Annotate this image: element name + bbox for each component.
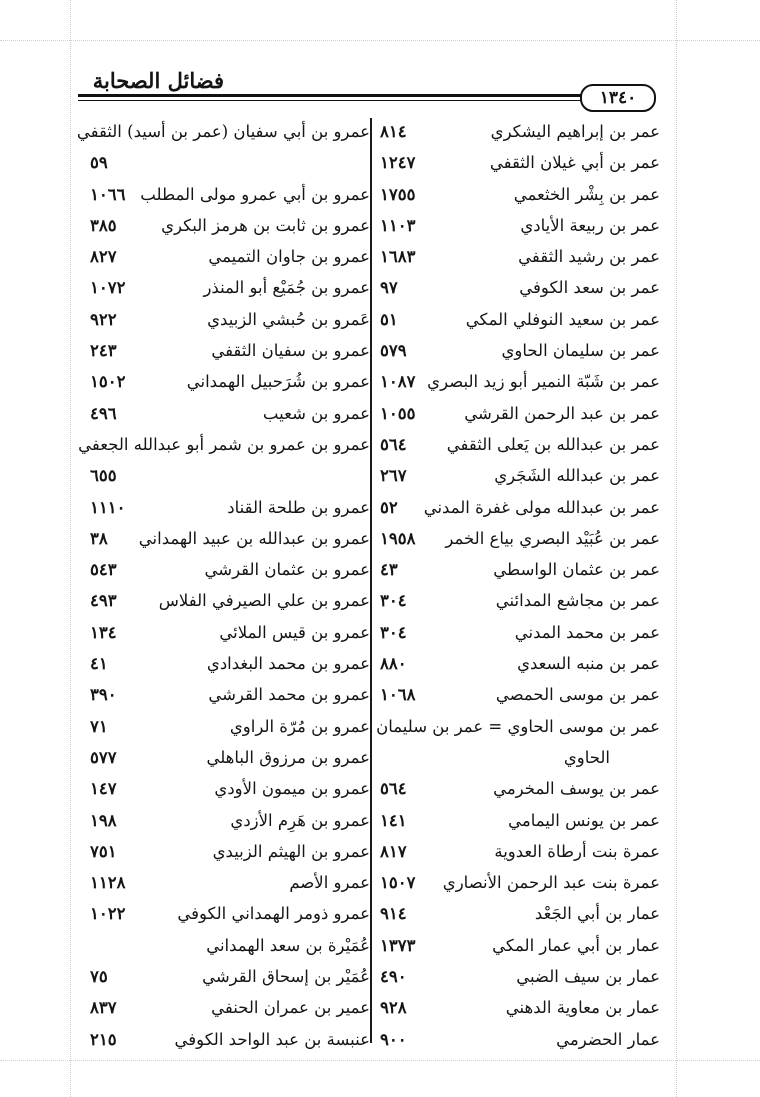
entry-name: عمرو بن عمرو بن شمر أبو عبدالله الجعفي (78, 434, 370, 454)
index-entry (90, 525, 370, 556)
entry-name: عمرو بن قيس الملائي (219, 622, 370, 642)
index-entry (90, 400, 370, 431)
entry-name: عمر بن يونس اليمامي (508, 810, 660, 830)
entry-page-number: ٥٧٩ (380, 341, 407, 361)
entry-page-number: ٤٩٦ (90, 403, 117, 423)
margin-guide-left (70, 0, 71, 1097)
header-rule-thin (78, 100, 584, 101)
index-entry (90, 149, 370, 180)
index-entry (380, 869, 660, 900)
page-number: ١٣٤٠ (580, 84, 656, 112)
index-entry (380, 681, 660, 712)
entry-name: عمر بن محمد المدني (514, 622, 660, 642)
entry-page-number: ١٩٥٨ (380, 528, 416, 548)
entry-page-number: ٩٠٠ (380, 1029, 407, 1049)
index-entry (90, 932, 370, 963)
entry-name: عمر بن سعد الكوفي (519, 278, 660, 298)
entry-name: عمرو بن سفيان الثقفي (211, 341, 370, 361)
index-entry (376, 713, 660, 744)
entry-page-number: ١٠٨٧ (380, 372, 416, 392)
entry-name: عنبسة بن عبد الواحد الكوفي (174, 1029, 370, 1049)
index-entry (78, 431, 370, 462)
entry-name: عمرو بن مُرّة الراوي (229, 716, 370, 736)
entry-name: عمرو بن عثمان القرشي (204, 560, 370, 580)
index-entry (90, 1026, 370, 1057)
entry-page-number: ١٠٦٦ (90, 184, 126, 204)
entry-page-number: ١٦٨٣ (380, 247, 416, 267)
entry-name: عمر بن مجاشع المدائني (495, 591, 660, 611)
margin-guide-bottom (0, 1060, 760, 1061)
entry-name: عمرو بن محمد البغدادي (206, 654, 370, 674)
index-entry (90, 306, 370, 337)
entry-name: عمرو الأصم (289, 873, 370, 893)
entry-page-number: ١٧٥٥ (380, 184, 416, 204)
index-entry (90, 650, 370, 681)
entry-page-number: ٩٢٨ (380, 998, 407, 1018)
index-entry (380, 118, 660, 149)
left-column (76, 118, 370, 1057)
index-entry (380, 494, 660, 525)
entry-name: عمرو بن طلحة القناد (227, 497, 370, 517)
entry-page-number: ١٢٤٧ (380, 153, 416, 173)
index-entry (380, 400, 660, 431)
index-entry (380, 337, 660, 368)
entry-name: عمر بن عبدالله بن يَعلى الثقفي (446, 434, 660, 454)
entry-name: عمر بن عبد الرحمن القرشي (464, 403, 660, 423)
book-title: فضائل الصحابة (92, 68, 224, 93)
entry-name: عمرو بن جاوان التميمي (208, 247, 370, 267)
entry-name: عمر بن منبه السعدي (517, 654, 660, 674)
index-entry (380, 775, 660, 806)
entry-page-number: ٥٦٤ (380, 779, 407, 799)
entry-page-number: ٥٩ (90, 153, 108, 173)
entry-name: عمر بن سعيد النوفلي المكي (465, 309, 660, 329)
entry-name: عمرو بن ميمون الأودي (214, 779, 370, 799)
index-entry (380, 807, 660, 838)
entry-name: عمر بن رشيد الثقفي (518, 247, 660, 267)
right-column (376, 118, 660, 1057)
entry-name: عمير بن عمران الحنفي (211, 998, 370, 1018)
entry-name: عمر بن عثمان الواسطي (493, 560, 660, 580)
entry-page-number: ١٤١ (380, 810, 407, 830)
entry-page-number: ٩١٤ (380, 904, 407, 924)
entry-page-number: ٥٧٧ (90, 747, 117, 767)
entry-name: عُمَيْرة بن سعد الهمداني (206, 935, 370, 955)
entry-page-number: ٢١٥ (90, 1029, 117, 1049)
entry-name: عمرو بن شعيب (262, 403, 370, 423)
entry-page-number: ٥١ (380, 309, 398, 329)
index-entry (90, 900, 370, 931)
margin-guide-right (676, 0, 677, 1097)
entry-page-number: ٨١٤ (380, 122, 407, 141)
entry-page-number: ٥٤٣ (90, 560, 117, 580)
index-entry (380, 462, 660, 493)
entry-name: عمر بن موسى الحمصي (495, 685, 660, 705)
index-entry (90, 462, 370, 493)
entry-page-number: ٨١٧ (380, 841, 407, 861)
index-entry (380, 838, 660, 869)
entry-page-number: ٤٩٠ (380, 967, 407, 987)
index-entry (380, 181, 660, 212)
index-entry (90, 619, 370, 650)
entry-page-number: ٣٩٠ (90, 685, 117, 705)
entry-name: الحاوي (563, 747, 610, 767)
entry-name: عمار بن أبي عمار المكي (492, 935, 660, 955)
entry-name: عمرو بن ثابت بن هرمز البكري (161, 215, 370, 235)
entry-name: عمر بن سليمان الحاوي (501, 341, 660, 361)
entry-name: عمر بن أبي غيلان الثقفي (489, 153, 660, 173)
entry-page-number: ٦٥٥ (90, 466, 117, 486)
entry-page-number: ٣٠٤ (380, 591, 407, 611)
index-entry (380, 619, 660, 650)
index-entry (90, 274, 370, 305)
entry-page-number: ٣٨٥ (90, 215, 117, 235)
entry-name: عمر بن شَبّة النمير أبو زيد البصري (427, 372, 660, 392)
entry-name: عمرو بن عبدالله بن عبيد الهمداني (138, 528, 370, 548)
index-entry (380, 963, 660, 994)
entry-name: عمرو ذومر الهمداني الكوفي (177, 904, 370, 924)
entry-name: عمرو بن جُمَيْع أبو المنذر (203, 278, 370, 298)
entry-page-number: ٥٢ (380, 497, 398, 517)
entry-name: عمار بن أبي الجَعْد (534, 904, 660, 924)
entry-name: عمرو بن هَرِم الأزدي (230, 810, 370, 830)
header-rule-thick (78, 94, 584, 97)
entry-name: عمار الحضرمي (556, 1029, 660, 1049)
entry-page-number: ٨٢٧ (90, 247, 117, 267)
index-entry (380, 1026, 660, 1057)
index-entry (380, 431, 660, 462)
entry-name: عمرو بن مرزوق الباهلي (206, 747, 370, 767)
index-entry (380, 650, 660, 681)
index-entry (90, 838, 370, 869)
entry-name: عَمرو بن حُبشي الزبيدي (207, 309, 370, 329)
entry-page-number: ١٣٤ (90, 622, 117, 642)
index-entry (380, 525, 660, 556)
entry-name: عمرو بن علي الصيرفي الفلاس (158, 591, 370, 611)
entry-page-number: ١١٠٣ (380, 215, 416, 235)
entry-page-number: ١١١٠ (90, 497, 126, 517)
index-entry (90, 587, 370, 618)
entry-page-number: ٧١ (90, 716, 108, 736)
index-entry (90, 181, 370, 212)
entry-name: عمرو بن محمد القرشي (208, 685, 370, 705)
entry-page-number: ٨٣٧ (90, 998, 117, 1018)
entry-page-number: ٣٨ (90, 528, 108, 548)
index-entry (90, 713, 370, 744)
entry-name: عمر بن عبدالله الشَجَري (494, 466, 660, 486)
entry-name: عمرة بنت عبد الرحمن الأنصاري (442, 873, 660, 893)
entry-page-number: ١٥٠٢ (90, 372, 126, 392)
index-entry (90, 775, 370, 806)
entry-page-number: ٧٥ (90, 967, 108, 987)
entry-name: عمر بن عُبَيْد البصري بياع الخمر (445, 528, 660, 548)
index-entry (90, 869, 370, 900)
index-entry (90, 337, 370, 368)
index-entry (380, 149, 660, 180)
index-entry (380, 243, 660, 274)
index-entry (90, 963, 370, 994)
index-entry (380, 932, 660, 963)
page-header (78, 64, 656, 110)
index-entry (380, 900, 660, 931)
entry-page-number: ١٤٧ (90, 779, 117, 799)
index-entry (380, 556, 660, 587)
index-entry (90, 807, 370, 838)
entry-page-number: ١٩٨ (90, 810, 117, 830)
entry-page-number: ١٠٦٨ (380, 685, 416, 705)
entry-name: عمار بن سيف الضبي (516, 967, 660, 987)
entry-page-number: ٥٦٤ (380, 434, 407, 454)
entry-name: عمرو بن أبي عمرو مولى المطلب (140, 184, 370, 204)
entry-page-number: ٧٥١ (90, 841, 117, 861)
entry-page-number: ١٥٠٧ (380, 873, 416, 893)
index-entry (90, 744, 370, 775)
index-entry (90, 494, 370, 525)
entry-page-number: ١١٢٨ (90, 873, 126, 893)
margin-guide-top (0, 40, 760, 41)
index-entry (90, 243, 370, 274)
entry-page-number: ٨٨٠ (380, 654, 407, 674)
index-entry (380, 306, 660, 337)
index-entry (90, 212, 370, 243)
index-entry (380, 744, 660, 775)
index-entry (380, 274, 660, 305)
entry-page-number: ٤٣ (380, 560, 398, 580)
entry-name: عُمَيْر بن إسحاق القرشي (202, 967, 370, 987)
index-entry (90, 681, 370, 712)
entry-name: عمار بن معاوية الدهني (505, 998, 660, 1018)
entry-name: عمرو بن شُرَحبيل الهمداني (186, 372, 370, 392)
index-entry (76, 118, 370, 149)
entry-page-number: ٩٧ (380, 278, 398, 298)
entry-name: عمرو بن الهيثم الزبيدي (212, 841, 370, 861)
entry-name: عمر بن عبدالله مولى غفرة المدني (423, 497, 660, 517)
entry-name: عمر بن ربيعة الأيادي (520, 215, 660, 235)
index-entry (380, 368, 660, 399)
index-entry (90, 368, 370, 399)
entry-page-number: ٤٩٣ (90, 591, 117, 611)
entry-page-number: ٢٦٧ (380, 466, 407, 486)
entry-page-number: ٤١ (90, 654, 108, 674)
entry-name: عمرو بن أبي سفيان (عمر بن أسيد) الثقفي (76, 122, 370, 141)
index-entry (380, 212, 660, 243)
entry-page-number: ١٠٢٢ (90, 904, 126, 924)
entry-page-number: ٢٤٣ (90, 341, 117, 361)
column-divider (370, 118, 372, 1043)
index-entry (380, 587, 660, 618)
index-entry (90, 994, 370, 1025)
entry-name: عمر بن إبراهيم اليشكري (490, 122, 660, 141)
entry-page-number: ١٠٧٢ (90, 278, 126, 298)
entry-page-number: ١٣٧٣ (380, 935, 416, 955)
entry-name: عمرة بنت أرطاة العدوية (494, 841, 660, 861)
entry-name: عمر بن موسى الحاوي = عمر بن سليمان (376, 716, 660, 736)
entry-page-number: ١٠٥٥ (380, 403, 416, 423)
entry-name: عمر بن يوسف المخرمي (493, 779, 660, 799)
entry-name: عمر بن بِشْر الخثعمي (513, 184, 660, 204)
entry-page-number: ٩٢٢ (90, 309, 117, 329)
entry-page-number: ٣٠٤ (380, 622, 407, 642)
index-entry (380, 994, 660, 1025)
index-entry (90, 556, 370, 587)
